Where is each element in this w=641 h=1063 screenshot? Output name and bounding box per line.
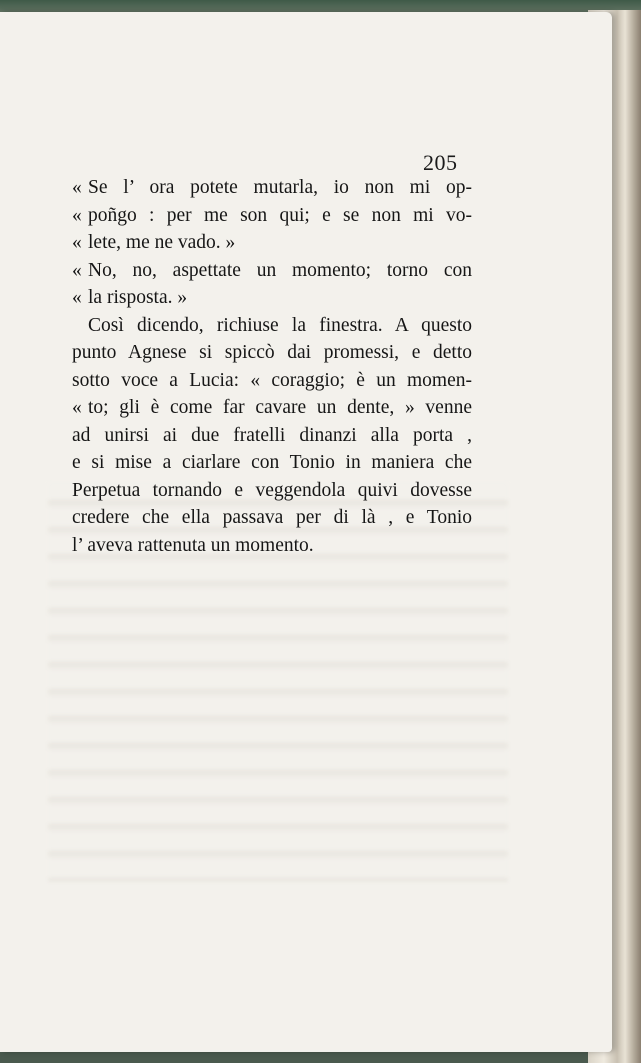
line-text: to; gli è come far cavare un dente, » venne [88, 397, 472, 418]
line-text: poñgo : per me son qui; e se non mi vo- [88, 204, 472, 226]
text-line [72, 504, 472, 532]
line-text: Se l’ ora potete mutarla, io non mi op- [88, 177, 472, 198]
quote-mark: « [72, 204, 82, 226]
text-line [72, 532, 472, 560]
text-line [72, 312, 472, 340]
text-line [72, 257, 472, 285]
line-text: Così dicendo, richiuse la finestra. A questo [88, 314, 472, 336]
line-text: lete, me ne vado. » [88, 232, 236, 253]
quote-mark: « [72, 232, 82, 253]
text-line [72, 174, 472, 202]
quote-mark: « [72, 397, 82, 418]
line-text: la risposta. » [88, 287, 188, 308]
text-line [72, 394, 472, 422]
text-line [72, 229, 472, 257]
text-line [72, 202, 472, 230]
line-text: l’ aveva rattenuta un momento. [72, 534, 314, 556]
text-line [72, 449, 472, 477]
line-text: ad unirsi ai due fratelli dinanzi alla porta , [72, 424, 472, 446]
line-text: Perpetua tornando e veggendola quivi dovesse [72, 479, 472, 501]
line-text: No, no, aspettate un momento; torno con [88, 259, 472, 281]
line-text: punto Agnese si spiccò dai promessi, e detto [72, 342, 472, 363]
body-text [72, 174, 472, 559]
text-line [72, 477, 472, 505]
page-number: 205 [423, 150, 458, 175]
quote-mark: « [72, 177, 82, 198]
quote-mark: « [72, 259, 82, 281]
line-text: credere che ella passava per di là , e Tonio [72, 507, 472, 528]
line-text: e si mise a ciarlare con Tonio in maniera che [72, 452, 472, 473]
text-line [72, 284, 472, 312]
line-text: sotto voce a Lucia: « coraggio; è un momen- [72, 369, 472, 391]
text-line [72, 367, 472, 395]
text-line [72, 339, 472, 367]
text-line [72, 422, 472, 450]
quote-mark: « [72, 287, 82, 308]
